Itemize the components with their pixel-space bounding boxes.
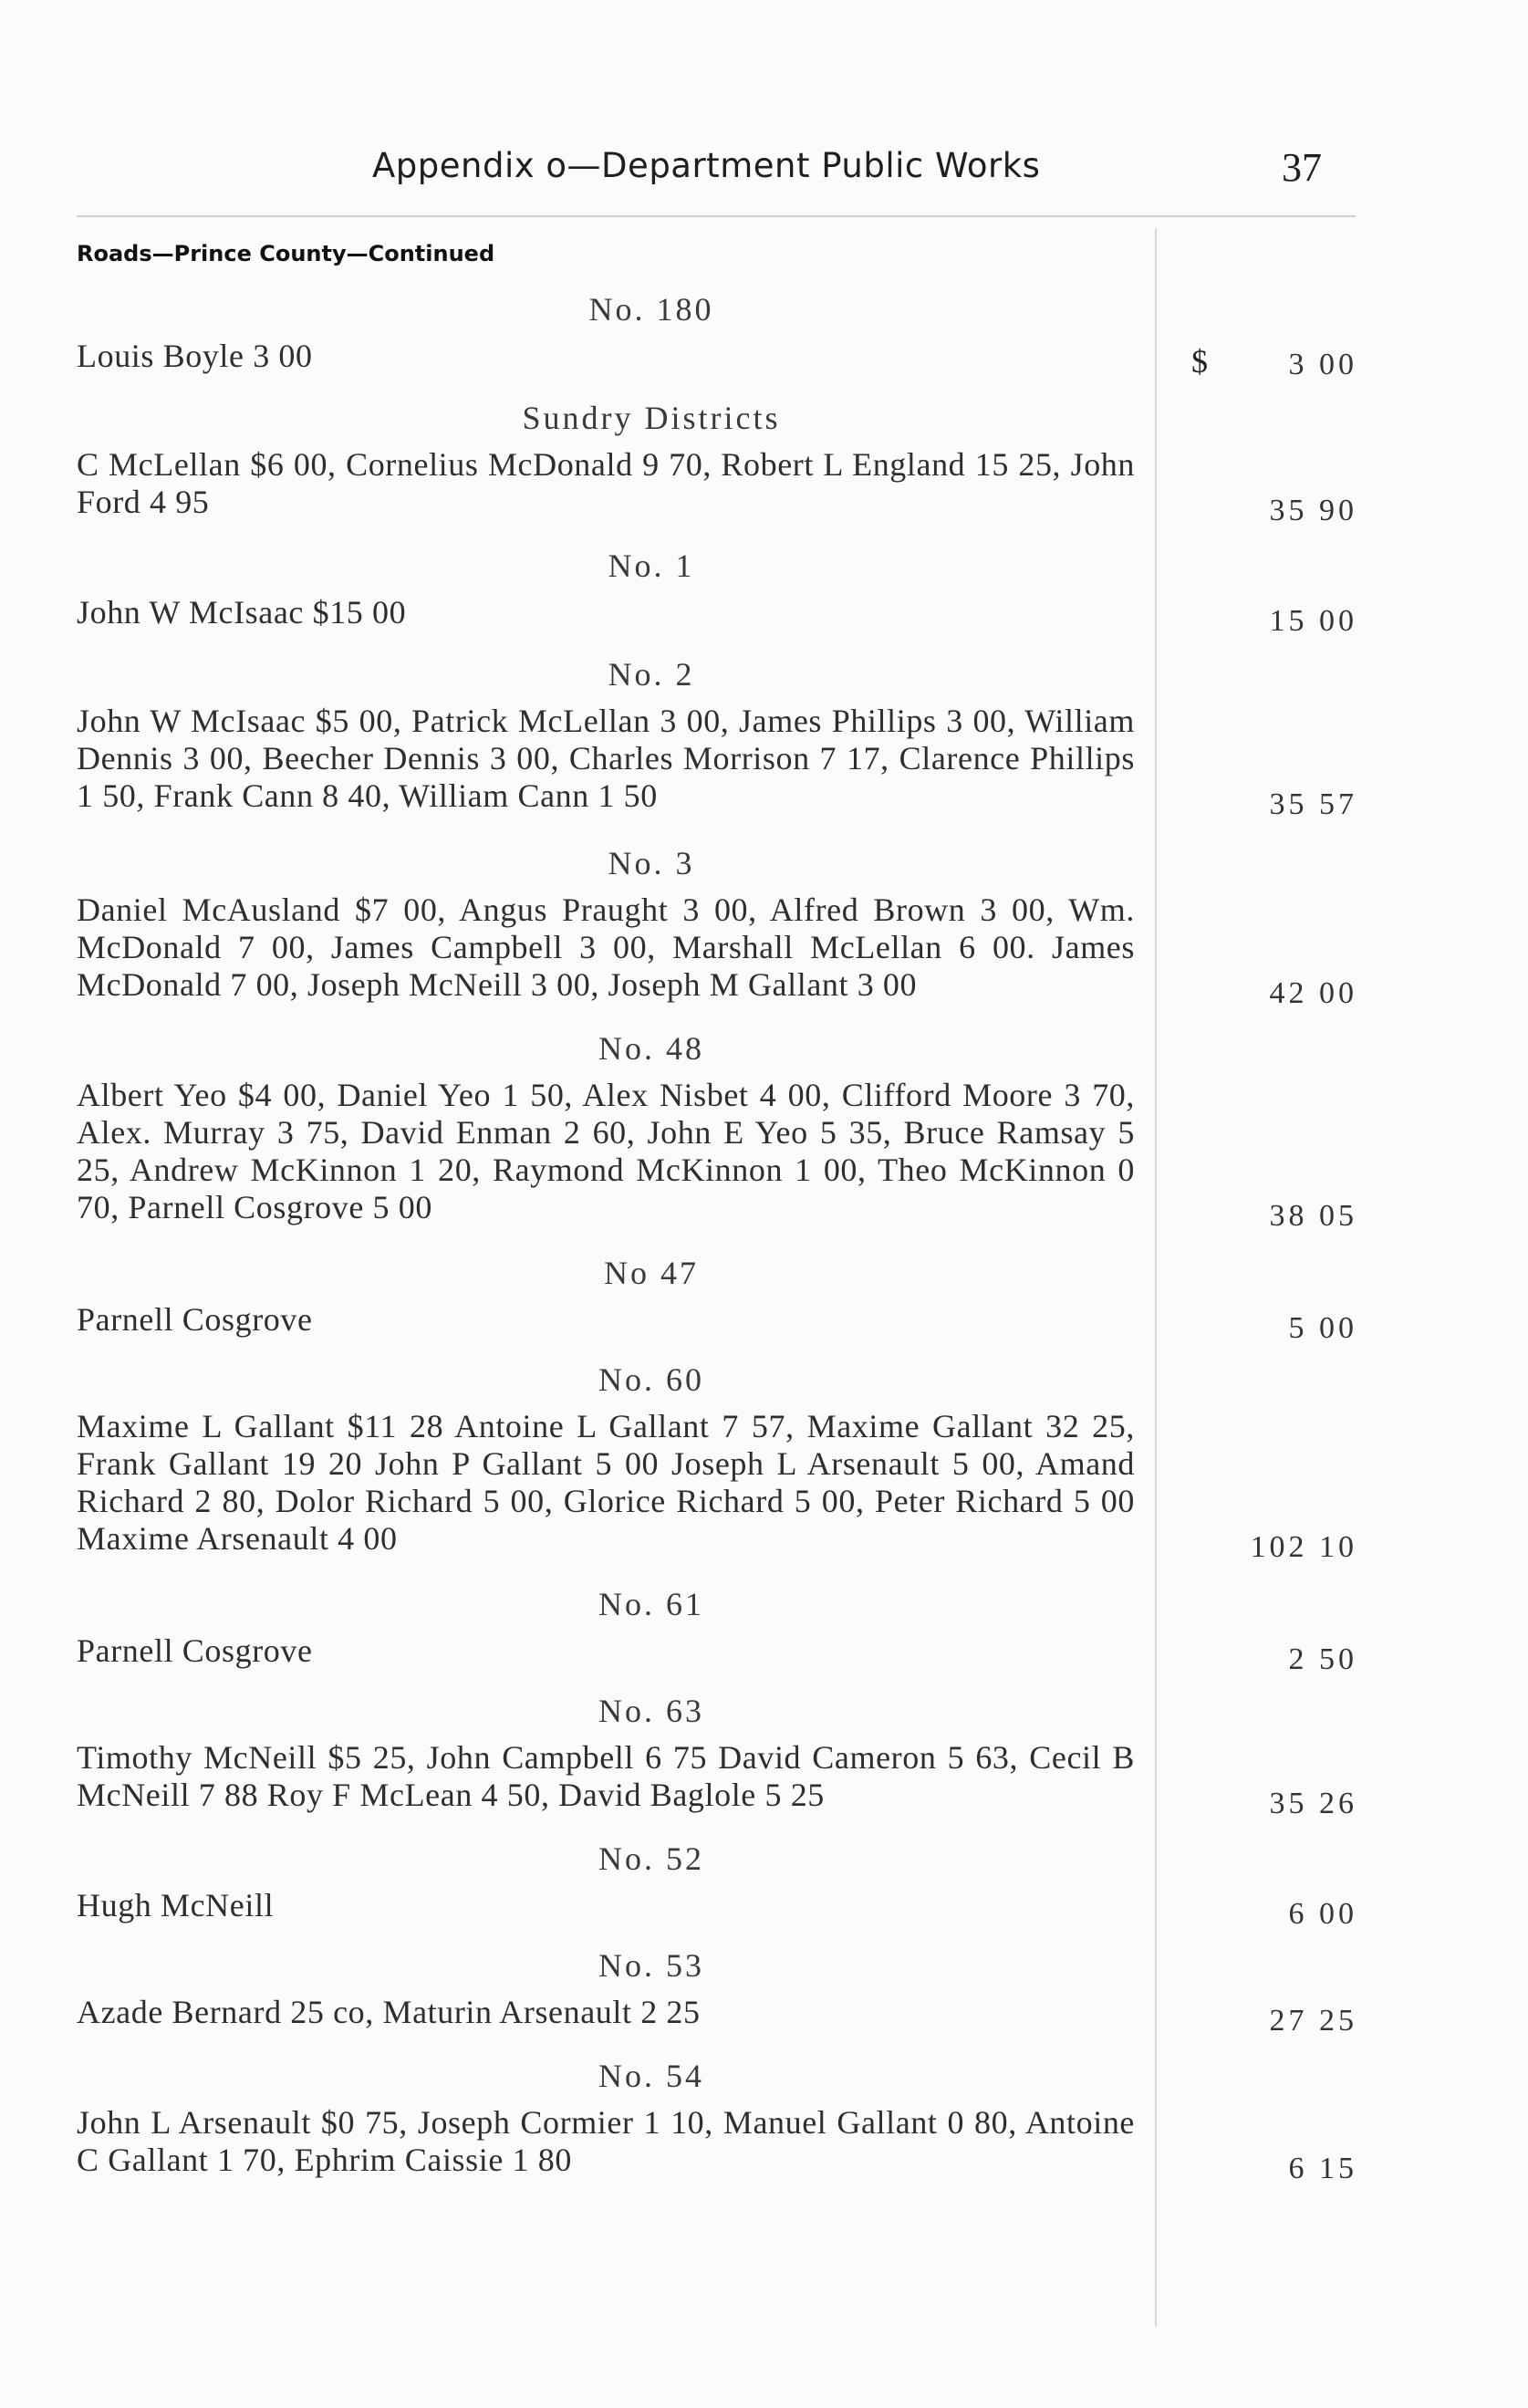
district-entry (77, 1692, 1357, 1820)
district-entry (77, 1254, 1357, 1345)
district-amount: 5 00 (1288, 1311, 1357, 1345)
district-contributors: Timothy McNeill $5 25, John Campbell 6 75 David Cameron 5 63, Cecil B McNeill 7 88 Roy F McLean 4 50, David Baglole 5 25 (77, 1739, 1135, 1813)
district-contributors: Albert Yeo $4 00, Daniel Yeo 1 50, Alex Nisbet 4 00, Clifford Moore 3 70, Alex. Murray 3 75, David Enman 2 60, John E Yeo 5 35, Bruce Ramsay 5 25, Andrew McKinnon 1 20, Raymond McKinnon 1 00, Theo McKinnon 0 70, Parnell Cosgrove 5 00 (77, 1077, 1135, 1225)
district-label: No. 48 (598, 1030, 704, 1067)
district-contributors: Louis Boyle 3 00 (77, 338, 313, 374)
district-label: No. 3 (608, 845, 695, 881)
district-entry (77, 655, 1357, 821)
dollar-sign: $ (1191, 343, 1208, 380)
district-contributors: Daniel McAusland $7 00, Angus Praught 3 00, Alfred Brown 3 00, Wm. McDonald 7 00, James Campbell 3 00, Marshall McLellan 6 00. James McDonald 7 00, Joseph McNeill 3 00, Joseph M Gallant 3 00 (77, 891, 1135, 1003)
district-entry (77, 844, 1357, 1010)
district-label: No. 2 (608, 656, 695, 693)
amount-column-rule (1155, 228, 1157, 2327)
district-entry (77, 1946, 1357, 2038)
district-amount: 2 50 (1288, 1642, 1357, 1676)
district-label: No 47 (604, 1255, 699, 1291)
page-header (0, 137, 1528, 192)
district-amount: 38 05 (1269, 1199, 1357, 1233)
district-amount: 35 26 (1269, 1787, 1357, 1820)
district-amount: 35 57 (1269, 787, 1357, 821)
district-entry (77, 1360, 1357, 1564)
district-entry (77, 1840, 1357, 1931)
district-label: No. 61 (598, 1586, 704, 1622)
district-amount: 102 10 (1250, 1530, 1357, 1564)
district-contributors: C McLellan $6 00, Cornelius McDonald 9 70, Robert L England 15 25, John Ford 4 95 (77, 446, 1135, 520)
district-contributors: Hugh McNeill (77, 1887, 275, 1923)
district-contributors: Parnell Cosgrove (77, 1301, 313, 1338)
district-entry (77, 547, 1357, 638)
district-list (77, 290, 1357, 2185)
district-entry (77, 1585, 1357, 1676)
district-label: No. 60 (598, 1361, 704, 1398)
district-amount: 35 90 (1269, 494, 1357, 527)
district-contributors: John L Arsenault $0 75, Joseph Cormier 1 10, Manuel Gallant 0 80, Antoine C Gallant 1 70, Ephrim Caissie 1 80 (77, 2104, 1135, 2178)
district-label: No. 180 (588, 291, 714, 328)
district-contributors: Parnell Cosgrove (77, 1632, 313, 1669)
district-contributors: John W McIsaac $15 00 (77, 594, 407, 631)
district-label: No. 63 (598, 1693, 704, 1729)
district-amount: 27 25 (1269, 2004, 1357, 2038)
district-entry (77, 1029, 1357, 1233)
district-amount: 42 00 (1269, 976, 1357, 1010)
district-contributors: Azade Bernard 25 co, Maturin Arsenault 2 25 (77, 1994, 701, 2030)
district-label: No. 53 (598, 1947, 704, 1984)
district-entry (77, 399, 1357, 527)
section-heading: Roads—Prince County—Continued (77, 241, 495, 266)
district-amount: 3 00 (1288, 348, 1357, 381)
page-number: 37 (1282, 145, 1322, 190)
header-rule (77, 215, 1356, 217)
district-contributors: John W McIsaac $5 00, Patrick McLellan 3 00, James Phillips 3 00, William Dennis 3 00, Beecher Dennis 3 00, Charles Morrison 7 17, Clarence Phillips 1 50, Frank Cann 8 40, William Cann 1 50 (77, 703, 1135, 814)
district-amount: 15 00 (1269, 604, 1357, 638)
district-amount: 6 15 (1288, 2152, 1357, 2185)
district-label: No. 52 (598, 1840, 704, 1877)
district-label: No. 1 (608, 547, 695, 584)
district-entry (77, 2057, 1357, 2185)
district-contributors: Maxime L Gallant $11 28 Antoine L Gallant 7 57, Maxime Gallant 32 25, Frank Gallant 19 20 John P Gallant 5 00 Joseph L Arsenault 5 00, Amand Richard 2 80, Dolor Richard 5 00, Glorice Richard 5 00, Peter Richard 5 00 Maxime Arsenault 4 00 (77, 1408, 1135, 1557)
district-amount: 6 00 (1288, 1897, 1357, 1931)
running-title: Appendix o—Department Public Works (372, 146, 1041, 185)
district-label: Sundry Districts (522, 400, 781, 436)
district-label: No. 54 (598, 2058, 704, 2094)
district-entry (77, 290, 1357, 381)
